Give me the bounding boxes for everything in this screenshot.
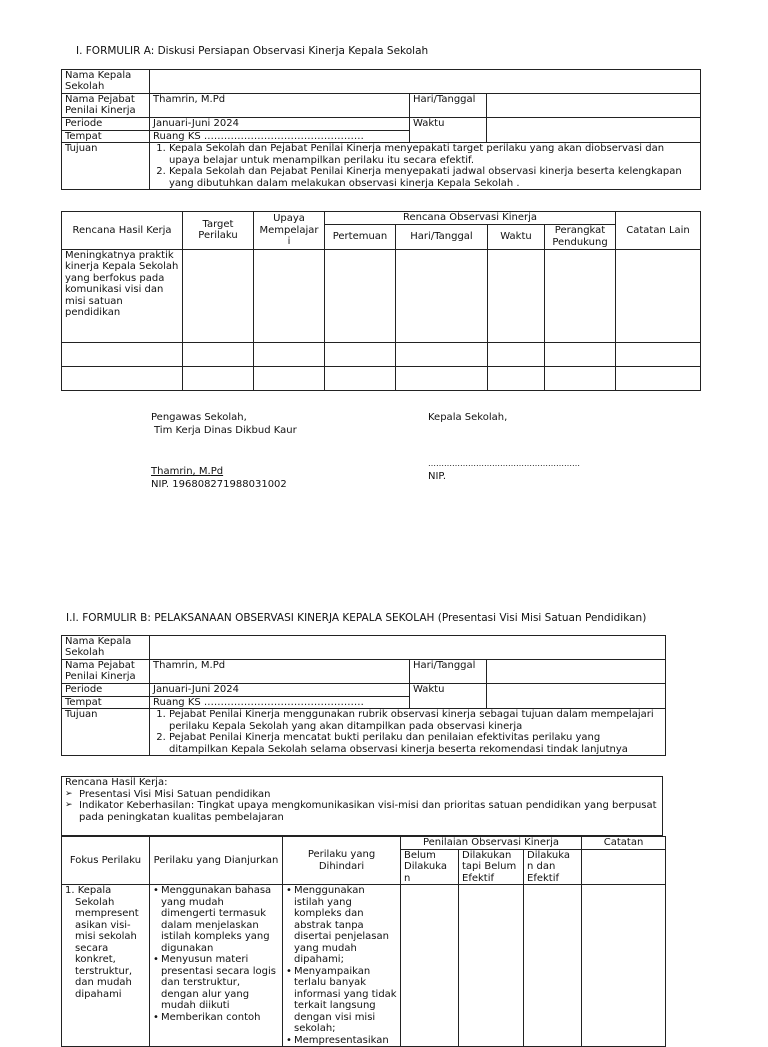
rencana-hasil-kerja-box: [61, 776, 663, 836]
h-catatan-lain: Catatan Lain: [616, 212, 701, 250]
tujuan-label: Tujuan: [62, 143, 150, 190]
form-a-title: I. FORMULIR A: Diskusi Persiapan Observasi Kinerja Kepala Sekolah: [76, 45, 429, 57]
form-a-info-table: [61, 69, 701, 190]
sign-left-nip: NIP. 196808271988031002: [151, 479, 287, 490]
plan-cell: [545, 342, 616, 366]
dianjurkan-item: • Menyusun materi presentasi secara logis dan terstruktur, dengan alur yang mudah diikuti: [153, 954, 279, 1012]
h-dilakukan-belum-efektif: Dilakukan tapi Belum Efektif: [459, 849, 524, 885]
tujuan-value: [150, 709, 666, 756]
observation-table: [61, 836, 666, 1047]
kepala-value: [150, 636, 666, 660]
plan-row-1-rencana: Meningkatnya praktik kinerja Kepala Sekolah yang berfokus pada komunikasi visi dan misi satuan pendidikan: [62, 249, 183, 342]
h-fokus-perilaku: Fokus Perilaku: [62, 837, 150, 885]
plan-cell: [396, 342, 488, 366]
waktu-label: Waktu: [410, 684, 487, 709]
plan-cell: [183, 249, 254, 342]
waktu-value: [487, 684, 666, 709]
dihindari-cell: [283, 885, 401, 1047]
h-catatan-cell: [582, 849, 666, 885]
sign-left-subtitle: Tim Kerja Dinas Dikbud Kaur: [154, 425, 297, 436]
plan-cell: [545, 366, 616, 390]
pejabat-value: Thamrin, M.Pd: [150, 94, 410, 118]
plan-cell: [254, 249, 325, 342]
obs-cell: [459, 885, 524, 1047]
pejabat-label: Nama Pejabat Penilai Kinerja: [62, 94, 150, 118]
sign-right-nip: NIP.: [428, 471, 447, 482]
tujuan-item: 1. Pejabat Penilai Kinerja menggunakan rubrik observasi kinerja sebagai tujuan dalam mempelajari perilaku Kepala Sekolah yang akan ditampilkan pada observasi kinerja: [169, 709, 662, 732]
form-b-info-table: [61, 635, 666, 756]
plan-cell: [254, 366, 325, 390]
tujuan-value: [150, 143, 701, 190]
plan-cell: [325, 366, 396, 390]
fokus-text: 1. Kepala Sekolah mempresent asikan visi-misi sekolah secara konkret, terstruktur, dan mudah dipahami: [65, 885, 139, 1000]
plan-cell: [616, 249, 701, 342]
periode-value: Januari-Juni 2024: [150, 684, 410, 697]
dihindari-item: • Mempresentasikan: [286, 1035, 397, 1047]
plan-cell: [545, 249, 616, 342]
hari-value: [487, 94, 701, 118]
dianjurkan-item: • Menggunakan bahasa yang mudah dimengerti termasuk dalam menjelaskan istilah kompleks yang digunakan: [153, 885, 279, 954]
pejabat-label: Nama Pejabat Penilai Kinerja: [62, 660, 150, 684]
tujuan-label: Tujuan: [62, 709, 150, 756]
h-catatan: Catatan: [582, 837, 666, 850]
plan-cell: [488, 342, 545, 366]
plan-cell: [396, 249, 488, 342]
h-perilaku-dihindari: Perilaku yang Dihindari: [283, 837, 401, 885]
sign-right-title: Kepala Sekolah,: [428, 412, 508, 423]
obs-cell: [582, 885, 666, 1047]
rencana-label: Rencana Hasil Kerja:: [65, 777, 168, 788]
plan-cell: [616, 342, 701, 366]
h-belum-dilakukan: Belum Dilakuka n: [401, 849, 459, 885]
kepala-label: Nama Kepala Sekolah: [62, 70, 150, 94]
rencana-item: ➢ Indikator Keberhasilan: Tingkat upaya mengkomunikasikan visi-misi dan prioritas satuan pendidikan yang berpusat pada peningkatan kualitas pembelajaran: [65, 800, 659, 823]
h-target-perilaku: Target Perilaku: [183, 212, 254, 250]
plan-cell: [183, 342, 254, 366]
plan-cell: [616, 366, 701, 390]
sign-right-line: …………………………………………………: [428, 459, 580, 468]
h-rencana-hasil-kerja: Rencana Hasil Kerja: [62, 212, 183, 250]
tempat-label: Tempat: [62, 696, 150, 709]
periode-label: Periode: [62, 684, 150, 697]
obs-cell: [524, 885, 582, 1047]
h-hari-tanggal: Hari/Tanggal: [396, 224, 488, 249]
h-upaya-mempelajari: Upaya Mempelajar i: [254, 212, 325, 250]
dihindari-item: • Menggunakan istilah yang kompleks dan abstrak tanpa disertai penjelasan yang mudah dipahami;: [286, 885, 397, 966]
waktu-value: [487, 118, 701, 143]
plan-cell: [62, 342, 183, 366]
plan-cell: [488, 249, 545, 342]
sign-left-name: Thamrin, M.Pd: [151, 466, 224, 477]
h-rencana-observasi: Rencana Observasi Kinerja: [325, 212, 616, 225]
form-a-plan-table: [61, 211, 701, 391]
hari-label: Hari/Tanggal: [410, 94, 487, 118]
tempat-value: Ruang KS …………………………………………: [150, 696, 410, 709]
h-waktu: Waktu: [488, 224, 545, 249]
plan-cell: [254, 342, 325, 366]
tempat-value: Ruang KS …………………………………………: [150, 130, 410, 143]
plan-cell: [396, 366, 488, 390]
waktu-label: Waktu: [410, 118, 487, 143]
h-penilaian-observasi: Penilaian Observasi Kinerja: [401, 837, 582, 850]
h-perangkat-pendukung: Perangkat Pendukung: [545, 224, 616, 249]
plan-cell: [325, 342, 396, 366]
kepala-label: Nama Kepala Sekolah: [62, 636, 150, 660]
form-b-title: I.I. FORMULIR B: PELAKSANAAN OBSERVASI KINERJA KEPALA SEKOLAH (Presentasi Visi Misi Satuan Pendidikan): [66, 612, 647, 624]
dianjurkan-item: • Memberikan contoh: [153, 1012, 279, 1024]
dihindari-item: • Menyampaikan terlalu banyak informasi yang tidak terkait langsung dengan visi misi sekolah;: [286, 966, 397, 1035]
periode-value: Januari-Juni 2024: [150, 118, 410, 131]
kepala-value: [150, 70, 701, 94]
sign-left-title: Pengawas Sekolah,: [151, 412, 247, 423]
tujuan-item: 2. Pejabat Penilai Kinerja mencatat bukti perilaku dan penilaian efektivitas perilaku yang ditampilkan Kepala Sekolah selama observasi kinerja beserta rekomendasi tindak lanjutnya: [169, 732, 662, 755]
plan-cell: [325, 249, 396, 342]
rencana-item: ➢ Presentasi Visi Misi Satuan pendidikan: [65, 789, 659, 801]
tujuan-item: 2. Kepala Sekolah dan Pejabat Penilai Kinerja menyepakati jadwal observasi kinerja beserta kelengkapan yang dibutuhkan dalam melakukan observasi kinerja Kepala Sekolah .: [169, 166, 697, 189]
h-perilaku-dianjurkan: Perilaku yang Dianjurkan: [150, 837, 283, 885]
plan-cell: [62, 366, 183, 390]
hari-label: Hari/Tanggal: [410, 660, 487, 684]
tujuan-item: 1. Kepala Sekolah dan Pejabat Penilai Kinerja menyepakati target perilaku yang akan diobservasi dan upaya belajar untuk menampilkan perilaku itu secara efektif.: [169, 143, 697, 166]
plan-cell: [183, 366, 254, 390]
plan-cell: [488, 366, 545, 390]
dianjurkan-cell: [150, 885, 283, 1047]
h-pertemuan: Pertemuan: [325, 224, 396, 249]
pejabat-value: Thamrin, M.Pd: [150, 660, 410, 684]
obs-cell: [401, 885, 459, 1047]
tempat-label: Tempat: [62, 130, 150, 143]
periode-label: Periode: [62, 118, 150, 131]
h-dilakukan-efektif: Dilakuka n dan Efektif: [524, 849, 582, 885]
fokus-cell: [62, 885, 150, 1047]
hari-value: [487, 660, 666, 684]
